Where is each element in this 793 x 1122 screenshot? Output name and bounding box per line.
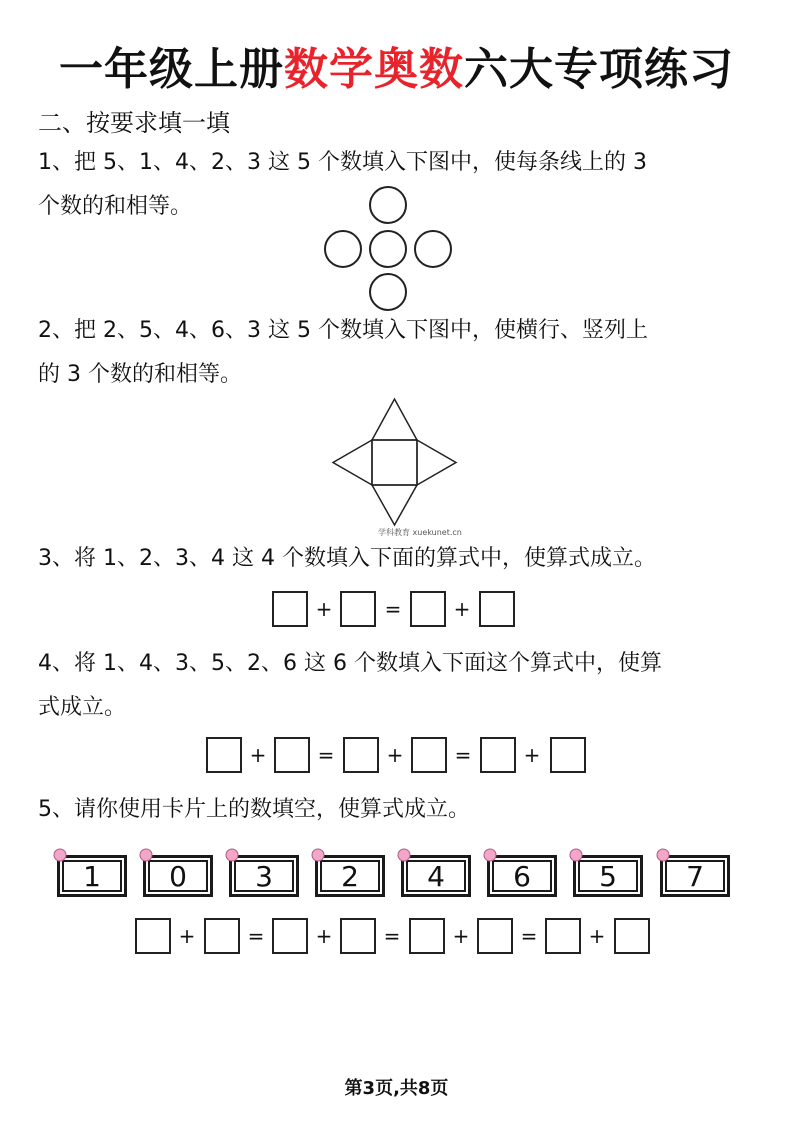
answer-box[interactable] bbox=[410, 591, 446, 627]
answer-box[interactable] bbox=[480, 737, 516, 773]
answer-box[interactable] bbox=[204, 918, 240, 954]
card-number: 1 bbox=[83, 860, 101, 893]
question-2-line-1: 2、把 2、5、4、6、3 这 5 个数填入下图中，使横行、竖列上 bbox=[38, 318, 648, 343]
card-number: 7 bbox=[686, 860, 704, 893]
question-5 bbox=[38, 788, 760, 832]
answer-box[interactable] bbox=[479, 591, 515, 627]
circle-bottom[interactable] bbox=[370, 274, 406, 310]
number-card[interactable] bbox=[401, 855, 471, 897]
equals-sign: = bbox=[520, 924, 538, 948]
plus-sign: + bbox=[315, 597, 333, 621]
answer-box[interactable] bbox=[545, 918, 581, 954]
question-4 bbox=[38, 642, 760, 730]
circle-top[interactable] bbox=[370, 187, 406, 223]
card-number: 3 bbox=[255, 860, 273, 893]
equation-4 bbox=[0, 737, 793, 777]
equation-5 bbox=[0, 918, 793, 958]
question-4-line-1: 4、将 1、4、3、5、2、6 这 6 个数填入下面这个算式中，使算 bbox=[38, 651, 662, 676]
triangle-right bbox=[417, 440, 456, 485]
plus-sign: + bbox=[523, 743, 541, 767]
square-triangles-diagram bbox=[330, 397, 460, 527]
answer-box[interactable] bbox=[477, 918, 513, 954]
plus-sign: + bbox=[249, 743, 267, 767]
number-card[interactable] bbox=[315, 855, 385, 897]
plus-sign: + bbox=[588, 924, 606, 948]
answer-box[interactable] bbox=[272, 591, 308, 627]
watermark: 学科教育 xuekunet.cn bbox=[378, 528, 462, 537]
question-1-line-1: 1、把 5、1、4、2、3 这 5 个数填入下图中，使每条线上的 3 bbox=[38, 150, 647, 175]
circle-right[interactable] bbox=[415, 231, 451, 267]
page-number: 第3页,共8页 bbox=[344, 1078, 449, 1099]
page-title bbox=[0, 40, 793, 100]
plus-sign: + bbox=[453, 597, 471, 621]
equals-sign: = bbox=[383, 924, 401, 948]
answer-box[interactable] bbox=[411, 737, 447, 773]
plus-sign: + bbox=[178, 924, 196, 948]
triangle-top bbox=[372, 399, 417, 440]
answer-box[interactable] bbox=[206, 737, 242, 773]
plus-sign: + bbox=[452, 924, 470, 948]
title-highlight: 数学奥数 bbox=[284, 44, 464, 95]
triangle-bottom bbox=[372, 485, 417, 525]
question-3-line-1: 3、将 1、2、3、4 这 4 个数填入下面的算式中，使算式成立。 bbox=[38, 546, 656, 571]
equals-sign: = bbox=[384, 597, 402, 621]
equals-sign: = bbox=[454, 743, 472, 767]
question-3 bbox=[38, 537, 760, 581]
card-number: 5 bbox=[599, 860, 617, 893]
equals-sign: = bbox=[247, 924, 265, 948]
answer-box[interactable] bbox=[550, 737, 586, 773]
number-card[interactable] bbox=[487, 855, 557, 897]
number-card[interactable] bbox=[229, 855, 299, 897]
question-5-line-1: 5、请你使用卡片上的数填空，使算式成立。 bbox=[38, 797, 470, 822]
triangle-left bbox=[333, 440, 372, 485]
plus-sign: + bbox=[315, 924, 333, 948]
number-card[interactable] bbox=[143, 855, 213, 897]
answer-box[interactable] bbox=[135, 918, 171, 954]
answer-box[interactable] bbox=[274, 737, 310, 773]
question-2-line-2: 的 3 个数的和相等。 bbox=[38, 362, 242, 387]
card-number: 4 bbox=[427, 860, 445, 893]
answer-box[interactable] bbox=[409, 918, 445, 954]
equation-3 bbox=[0, 591, 793, 631]
question-2 bbox=[38, 309, 760, 397]
card-number: 0 bbox=[169, 860, 187, 893]
equals-sign: = bbox=[317, 743, 335, 767]
circle-left[interactable] bbox=[325, 231, 361, 267]
title-part-3: 六大专项练习 bbox=[464, 44, 734, 95]
card-number: 6 bbox=[513, 860, 531, 893]
section-heading: 二、按要求填一填 bbox=[38, 109, 230, 137]
card-number: 2 bbox=[341, 860, 359, 893]
answer-box[interactable] bbox=[340, 591, 376, 627]
question-4-line-2: 式成立。 bbox=[38, 695, 127, 720]
title-part-1: 一年级上册 bbox=[59, 44, 284, 95]
cross-circles-diagram bbox=[318, 184, 458, 312]
number-card[interactable] bbox=[660, 855, 730, 897]
answer-box[interactable] bbox=[340, 918, 376, 954]
number-card[interactable] bbox=[57, 855, 127, 897]
plus-sign: + bbox=[386, 743, 404, 767]
answer-box[interactable] bbox=[272, 918, 308, 954]
number-cards bbox=[0, 850, 793, 910]
question-1-line-2: 个数的和相等。 bbox=[38, 194, 193, 219]
center-square bbox=[372, 440, 417, 485]
number-card[interactable] bbox=[573, 855, 643, 897]
answer-box[interactable] bbox=[343, 737, 379, 773]
answer-box[interactable] bbox=[614, 918, 650, 954]
circle-center[interactable] bbox=[370, 231, 406, 267]
